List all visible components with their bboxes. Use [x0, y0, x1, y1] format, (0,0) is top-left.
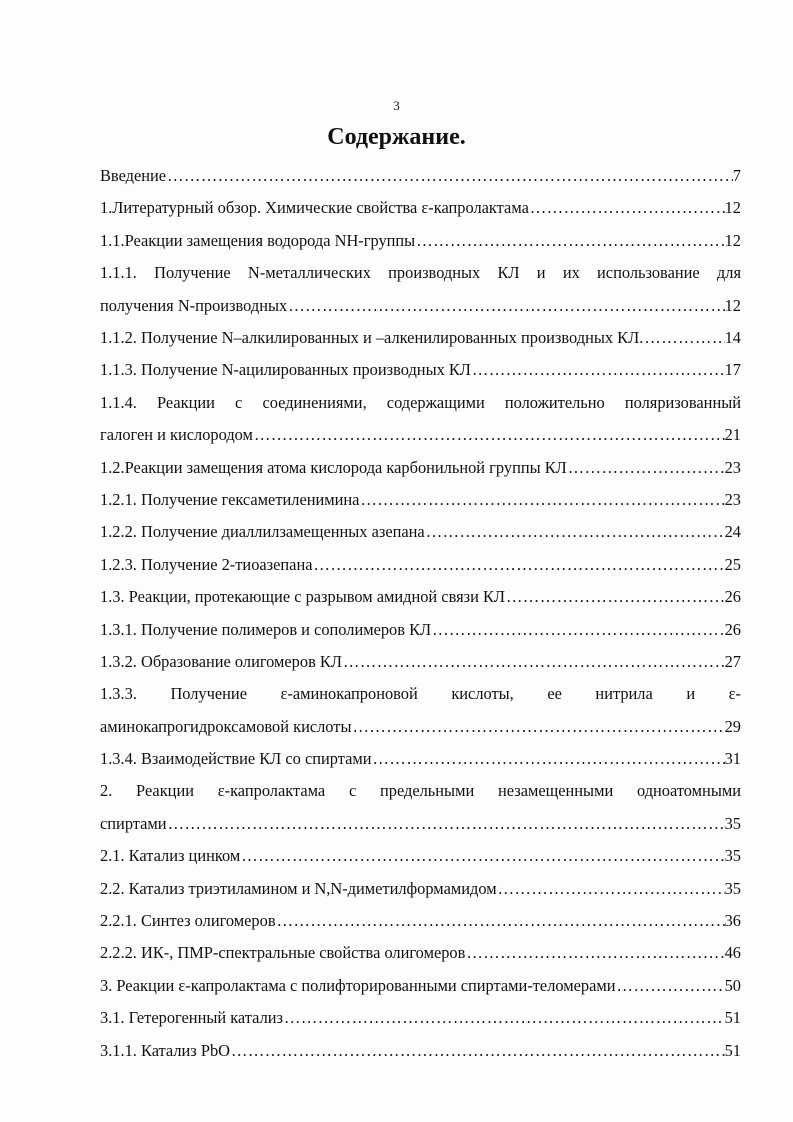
toc-entry-title: 1.3. Реакции, протекающие с разрывом амидной связи КЛ	[100, 587, 506, 607]
toc-entry	[100, 328, 741, 360]
toc-entry-line	[100, 328, 741, 360]
toc-entry	[100, 943, 741, 975]
toc-entry-line	[100, 846, 741, 878]
toc-entry-page: 25	[724, 554, 741, 574]
dot-leader	[167, 814, 725, 834]
toc-entry-page: 12	[724, 230, 741, 250]
toc-entry-title: 3.1.1. Катализ PbO	[100, 1040, 230, 1060]
toc-entry-title: 2.2. Катализ триэтиламином и N,N-диметилформамидом	[100, 878, 497, 898]
dot-leader	[529, 198, 725, 218]
toc-entry-line	[100, 425, 741, 457]
toc-entry-title: 2.2.2. ИК-, ПМР-спектральные свойства олигомеров	[100, 943, 466, 963]
dot-leader	[166, 166, 733, 186]
toc-entry-page: 46	[724, 943, 741, 963]
dot-leader	[431, 620, 724, 640]
toc-entry-page: 29	[724, 716, 741, 736]
toc-entry-line	[100, 814, 741, 846]
toc-entry-line	[100, 749, 741, 781]
toc-entry-line	[100, 490, 741, 522]
toc-entry-line	[100, 522, 741, 554]
toc-entry	[100, 555, 741, 587]
page-title: Содержание.	[327, 124, 466, 150]
toc-entry-line	[100, 1041, 741, 1073]
toc-entry	[100, 1008, 741, 1040]
dot-leader	[505, 587, 725, 607]
toc-entry-title: 3. Реакции ε-капролактама с полифторированными спиртами-теломерами	[100, 975, 616, 995]
toc-entry-first-line: 1.3.3. Получение ε-аминокапроновой кислоты, ее нитрила и ε-	[100, 684, 741, 704]
toc-entry-page: 27	[724, 651, 741, 671]
toc-entry-first-line: 1.1.1. Получение N-металлических производных КЛ и их использование для	[100, 263, 741, 283]
dot-leader	[465, 943, 724, 963]
toc-entry-page: 23	[724, 457, 741, 477]
toc-entry-title: спиртами	[100, 813, 167, 833]
toc-entry	[100, 684, 741, 749]
toc-entry	[100, 846, 741, 878]
toc-entry-page: 35	[724, 846, 741, 866]
toc-entry	[100, 231, 741, 263]
toc-entry-line	[100, 296, 741, 328]
toc-entry-title: 1.3.4. Взаимодействие КЛ со спиртами	[100, 749, 372, 769]
toc-entry-line	[100, 652, 741, 684]
toc-entry-page: 26	[724, 587, 741, 607]
dot-leader	[342, 652, 725, 672]
toc-entry-page: 12	[724, 295, 741, 315]
toc-entry-page: 17	[724, 360, 741, 380]
toc-entry-title: 2.2.1. Синтез олигомеров	[100, 911, 276, 931]
toc-entry-title: 1.3.2. Образование олигомеров КЛ	[100, 651, 342, 671]
dot-leader	[313, 555, 725, 575]
toc-entry-line	[100, 198, 741, 230]
toc-entry	[100, 911, 741, 943]
toc-entry-page: 35	[724, 813, 741, 833]
toc-entry	[100, 490, 741, 522]
toc-entry-line	[100, 911, 741, 943]
dot-leader	[351, 717, 724, 737]
toc-entry	[100, 879, 741, 911]
toc-entry-title: 2.1. Катализ цинком	[100, 846, 241, 866]
toc-entry	[100, 587, 741, 619]
dot-leader	[616, 976, 725, 996]
dot-leader	[425, 522, 725, 542]
toc-entry	[100, 620, 741, 652]
toc-entry-title: Литературный обзор. Химические свойства ε-капролактама	[112, 198, 529, 218]
page-number: 3	[393, 98, 400, 113]
toc-entry-page: 51	[724, 1040, 741, 1060]
toc-entry	[100, 458, 741, 490]
toc-entry-line	[100, 717, 741, 749]
toc-entry-title: Реакции замещения водорода NH-группы	[124, 230, 416, 250]
toc-entry-page: 26	[724, 619, 741, 639]
toc-entry-line	[100, 458, 741, 490]
toc-entry-title: 1.1.3. Получение N-ацилированных производных КЛ	[100, 360, 471, 380]
toc-entry	[100, 198, 741, 230]
toc-entry-line	[100, 555, 741, 587]
toc-entry	[100, 976, 741, 1008]
dot-leader	[643, 328, 724, 348]
toc-entry-title: Реакции замещения атома кислорода карбонильной группы КЛ	[124, 457, 567, 477]
toc-entry-title: 1.3.1. Получение полимеров и сополимеров КЛ	[100, 619, 432, 639]
dot-leader	[359, 490, 724, 510]
toc-entry	[100, 781, 741, 846]
toc-entry-page: 35	[724, 878, 741, 898]
toc-entry-first-line: 1.1.4. Реакции с соединениями, содержащими положительно поляризованный	[100, 392, 741, 412]
dot-leader	[497, 879, 725, 899]
toc-entry-title: получения N-производных	[100, 295, 288, 315]
toc-entry-page: 36	[724, 911, 741, 931]
toc-entry-line	[100, 587, 741, 619]
toc-entry-number: 1.1.	[100, 230, 125, 250]
toc-entry	[100, 360, 741, 392]
toc-entry-title: аминокапрогидроксамовой кислоты	[100, 716, 352, 736]
dot-leader	[372, 749, 725, 769]
toc-entry-number: 1.2.	[100, 457, 125, 477]
toc-entry-line	[100, 976, 741, 1008]
dot-leader	[471, 360, 725, 380]
table-of-contents	[100, 166, 741, 1073]
toc-entry-page: 24	[724, 522, 741, 542]
dot-leader	[253, 425, 725, 445]
toc-entry-first-line: 2. Реакции ε-капролактама с предельными незамещенными одноатомными	[100, 781, 741, 801]
toc-entry-page: 51	[724, 1008, 741, 1028]
dot-leader	[276, 911, 725, 931]
toc-entry-page: 12	[724, 198, 741, 218]
toc-entry	[100, 263, 741, 328]
toc-entry	[100, 166, 741, 198]
toc-entry-page: 21	[724, 425, 741, 445]
toc-entry-title: 1.2.1. Получение гексаметиленимина	[100, 489, 360, 509]
toc-entry-title: галоген и кислородом	[100, 425, 253, 445]
dot-leader	[240, 846, 724, 866]
toc-entry-page: 50	[724, 975, 741, 995]
dot-leader	[283, 1008, 725, 1028]
toc-entry-page: 14	[724, 327, 741, 347]
toc-entry-line	[100, 360, 741, 392]
toc-entry-line	[100, 620, 741, 652]
toc-entry-title: 3.1. Гетерогенный катализ	[100, 1008, 283, 1028]
toc-entry-page: 31	[724, 749, 741, 769]
toc-entry-line	[100, 231, 741, 263]
toc-entry	[100, 522, 741, 554]
toc-entry-title: 1.1.2. Получение N–алкилированных и –алкенилированных производных КЛ.	[100, 327, 644, 347]
toc-entry-line	[100, 879, 741, 911]
toc-entry-title: Введение	[100, 166, 167, 185]
toc-entry-title: 1.2.2. Получение диаллилзамещенных азепана	[100, 522, 425, 542]
dot-leader	[230, 1041, 725, 1061]
toc-entry	[100, 1041, 741, 1073]
toc-entry-number: 1.	[100, 198, 113, 218]
toc-entry-line	[100, 1008, 741, 1040]
toc-entry	[100, 652, 741, 684]
toc-entry-line	[100, 943, 741, 975]
toc-entry	[100, 749, 741, 781]
dot-leader	[567, 458, 725, 478]
toc-entry-page: 23	[724, 489, 741, 509]
toc-entry	[100, 393, 741, 458]
toc-entry-title: 1.2.3. Получение 2-тиоазепана	[100, 554, 313, 574]
toc-entry-line	[100, 166, 741, 198]
toc-entry-page: 7	[732, 166, 741, 185]
dot-leader	[415, 231, 724, 251]
dot-leader	[287, 296, 724, 316]
